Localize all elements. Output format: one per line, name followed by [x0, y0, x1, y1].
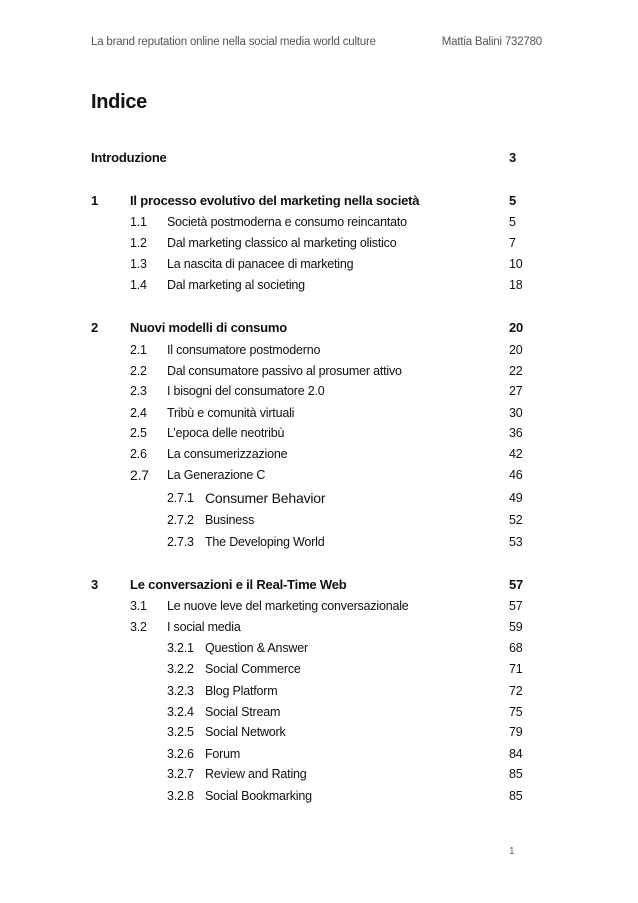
- toc-entry-page: 68: [509, 641, 523, 655]
- toc-entry-text: I social media: [167, 620, 241, 634]
- toc-entry-text: L’epoca delle neotribù: [167, 426, 285, 440]
- toc-entry-text: Dal marketing classico al marketing olistico: [167, 236, 397, 250]
- toc-entry-number: 3.2.1: [167, 641, 194, 655]
- toc-entry-number: 2.5: [130, 426, 147, 440]
- toc-entry-page: 42: [509, 447, 523, 461]
- toc-entry-page: 49: [509, 491, 523, 505]
- toc-entry-number: 3.2.8: [167, 789, 194, 803]
- toc-entry-number: 2.4: [130, 406, 147, 420]
- toc-entry-page: 20: [509, 343, 523, 357]
- toc-entry-text: Consumer Behavior: [205, 490, 326, 506]
- toc-entry-number: 2.7: [130, 467, 149, 483]
- toc-entry-page: 84: [509, 747, 523, 761]
- toc-entry-page: 72: [509, 684, 523, 698]
- toc-entry-page: 85: [509, 767, 523, 781]
- toc-entry-text: Il processo evolutivo del marketing nella società: [130, 193, 420, 208]
- page-header-left: La brand reputation online nella social media world culture: [91, 36, 376, 48]
- toc-entry-text: Società postmoderna e consumo reincantato: [167, 215, 407, 229]
- toc-entry-number: 1.2: [130, 236, 147, 250]
- toc-entry-page: 18: [509, 278, 523, 292]
- toc-entry-number: 1: [91, 193, 99, 208]
- toc-entry-number: 3.2.2: [167, 662, 194, 676]
- toc-entry-number: 2.1: [130, 343, 147, 357]
- toc-entry-page: 52: [509, 513, 523, 527]
- toc-entry-number: 2.7.2: [167, 513, 194, 527]
- toc-entry-page: 5: [509, 215, 516, 229]
- toc-entry-number: 3.2.3: [167, 684, 194, 698]
- page-number: 1: [509, 846, 515, 857]
- toc-entry-text: The Developing World: [205, 535, 325, 549]
- toc-entry-text: Social Commerce: [205, 662, 301, 676]
- toc-entry-number: 3.2.4: [167, 705, 194, 719]
- toc-entry-text: Social Bookmarking: [205, 789, 312, 803]
- toc-entry-number: 2.7.3: [167, 535, 194, 549]
- toc-entry-number: 2.6: [130, 447, 147, 461]
- toc-entry-text: Dal consumatore passivo al prosumer attivo: [167, 364, 402, 378]
- toc-entry-number: 2: [91, 320, 99, 335]
- toc-entry-number: 3: [91, 577, 99, 592]
- toc-entry-text: Nuovi modelli di consumo: [130, 320, 287, 335]
- toc-entry-text: La consumerizzazione: [167, 447, 288, 461]
- toc-entry-page: 30: [509, 406, 523, 420]
- toc-entry-page: 57: [509, 577, 524, 592]
- toc-entry-number: 2.2: [130, 364, 147, 378]
- toc-entry-text: Social Stream: [205, 705, 281, 719]
- toc-entry-text: Review and Rating: [205, 767, 307, 781]
- toc-entry-page: 75: [509, 705, 523, 719]
- toc-entry-number: 2.7.1: [167, 491, 194, 505]
- toc-entry-page: 53: [509, 535, 523, 549]
- toc-entry-text: Il consumatore postmoderno: [167, 343, 321, 357]
- toc-entry-text: Blog Platform: [205, 684, 278, 698]
- toc-entry-text: Social Network: [205, 725, 286, 739]
- toc-entry-text: I bisogni del consumatore 2.0: [167, 384, 325, 398]
- toc-entry-number: 3.1: [130, 599, 147, 613]
- toc-entry-page: 3: [509, 150, 517, 165]
- toc-entry-text: Le conversazioni e il Real-Time Web: [130, 577, 347, 592]
- toc-entry-page: 7: [509, 236, 516, 250]
- toc-entry-text: Question & Answer: [205, 641, 308, 655]
- toc-entry-text: Business: [205, 513, 255, 527]
- page-header-right: Mattia Balini 732780: [441, 36, 542, 48]
- toc-entry-page: 5: [509, 193, 517, 208]
- toc-entry-page: 79: [509, 725, 523, 739]
- toc-entry-text: Le nuove leve del marketing conversazionale: [167, 599, 409, 613]
- toc-entry-text: Introduzione: [91, 150, 167, 165]
- toc-entry-text: La nascita di panacee di marketing: [167, 257, 354, 271]
- toc-entry-page: 85: [509, 789, 523, 803]
- toc-entry-number: 1.3: [130, 257, 147, 271]
- toc-entry-text: Forum: [205, 747, 241, 761]
- toc-entry-number: 1.4: [130, 278, 147, 292]
- toc-entry-page: 57: [509, 599, 523, 613]
- toc-entry-number: 2.3: [130, 384, 147, 398]
- toc-entry-number: 3.2.7: [167, 767, 194, 781]
- toc-entry-page: 59: [509, 620, 523, 634]
- toc-entry-text: Dal marketing al societing: [167, 278, 305, 292]
- toc-entry-page: 10: [509, 257, 523, 271]
- toc-entry-text: La Generazione C: [167, 468, 266, 482]
- toc-entry-page: 27: [509, 384, 523, 398]
- toc-entry-number: 3.2: [130, 620, 147, 634]
- toc-entry-page: 46: [509, 468, 523, 482]
- page-title: Indice: [91, 91, 147, 113]
- toc-entry-page: 22: [509, 364, 523, 378]
- toc-entry-text: Tribù e comunità virtuali: [167, 406, 295, 420]
- toc-entry-page: 71: [509, 662, 523, 676]
- toc-entry-number: 3.2.5: [167, 725, 194, 739]
- toc-entry-page: 36: [509, 426, 523, 440]
- toc-entry-number: 1.1: [130, 215, 147, 229]
- toc-entry-number: 3.2.6: [167, 747, 194, 761]
- toc-entry-page: 20: [509, 320, 524, 335]
